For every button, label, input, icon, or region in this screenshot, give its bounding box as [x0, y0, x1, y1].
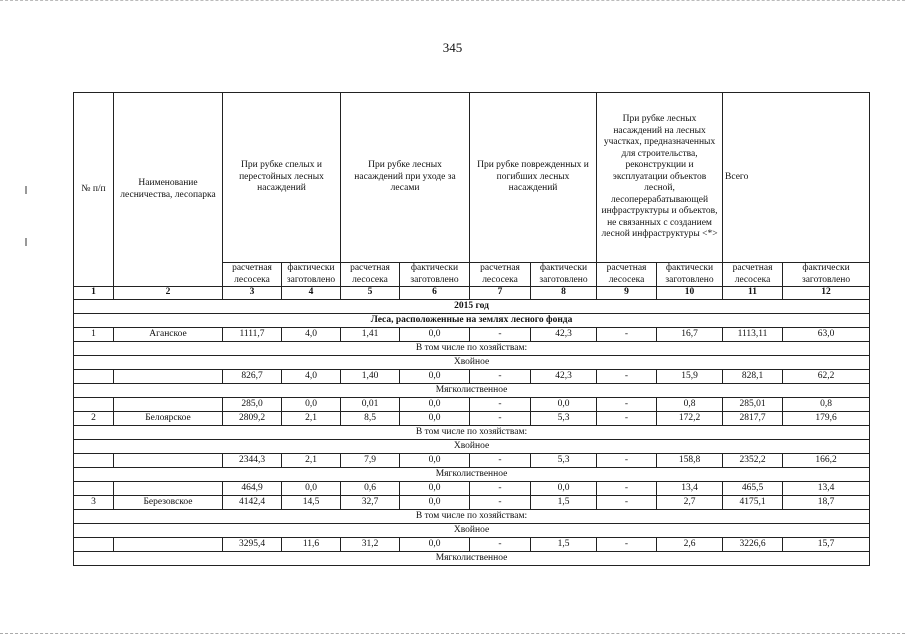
table-row: [74, 538, 870, 552]
column-number: 11: [723, 287, 783, 300]
row-number: [74, 398, 114, 412]
section-row: [74, 300, 870, 314]
section-label: Хвойное: [74, 440, 870, 454]
table-cell: 63,0: [783, 328, 870, 342]
table-cell: 0,0: [400, 328, 470, 342]
header-number: № п/п: [74, 93, 114, 287]
column-number: 4: [282, 287, 341, 300]
table-cell: -: [597, 482, 657, 496]
forestry-name: [114, 538, 223, 552]
table-cell: -: [470, 482, 531, 496]
column-number: 8: [531, 287, 597, 300]
column-number: 3: [223, 287, 282, 300]
table-cell: 13,4: [657, 482, 723, 496]
table-cell: 0,0: [531, 482, 597, 496]
table-cell: -: [597, 538, 657, 552]
table-cell: -: [597, 370, 657, 384]
scan-edge-top: [0, 0, 905, 4]
section-row: [74, 510, 870, 524]
row-number: [74, 454, 114, 468]
table-cell: 3226,6: [723, 538, 783, 552]
table-cell: 2,1: [282, 412, 341, 426]
subheader-calc: расчетная лесосека: [470, 263, 531, 287]
table-cell: 3295,4: [223, 538, 282, 552]
table-cell: 0,8: [657, 398, 723, 412]
table-cell: 0,0: [531, 398, 597, 412]
table-row: [74, 328, 870, 342]
table-cell: 2,1: [282, 454, 341, 468]
table-cell: -: [597, 496, 657, 510]
table-cell: 0,0: [400, 482, 470, 496]
forestry-name: Березовское: [114, 496, 223, 510]
section-row: [74, 440, 870, 454]
table-cell: 158,8: [657, 454, 723, 468]
table-cell: 18,7: [783, 496, 870, 510]
table-cell: 1,41: [341, 328, 400, 342]
section-label: 2015 год: [74, 300, 870, 314]
column-number: 2: [114, 287, 223, 300]
table-cell: 0,01: [341, 398, 400, 412]
table-cell: -: [597, 412, 657, 426]
section-label: Хвойное: [74, 524, 870, 538]
table-cell: -: [597, 328, 657, 342]
table-cell: 42,3: [531, 328, 597, 342]
column-number: 5: [341, 287, 400, 300]
table-cell: 828,1: [723, 370, 783, 384]
subheader-fact: фактически заготовлено: [400, 263, 470, 287]
table-cell: -: [470, 328, 531, 342]
scan-mark: [25, 186, 27, 194]
table-cell: 1,5: [531, 496, 597, 510]
table-row: [74, 496, 870, 510]
table-cell: 0,6: [341, 482, 400, 496]
table-cell: 2344,3: [223, 454, 282, 468]
table-row: [74, 412, 870, 426]
table-cell: 285,01: [723, 398, 783, 412]
table-cell: 0,0: [400, 454, 470, 468]
column-number: 6: [400, 287, 470, 300]
header-total: Всего: [723, 93, 870, 263]
table-cell: 15,9: [657, 370, 723, 384]
column-number-row: [74, 287, 870, 300]
table-cell: 1,40: [341, 370, 400, 384]
table-cell: 4142,4: [223, 496, 282, 510]
table-cell: 0,8: [783, 398, 870, 412]
table-cell: 42,3: [531, 370, 597, 384]
forestry-name: [114, 454, 223, 468]
table-cell: -: [470, 412, 531, 426]
subheader-fact: фактически заготовлено: [531, 263, 597, 287]
forestry-name: [114, 398, 223, 412]
header-mature-felling: При рубке спелых и перестойных лесных насаждений: [223, 93, 341, 263]
table-cell: 32,7: [341, 496, 400, 510]
section-row: [74, 356, 870, 370]
table-cell: -: [470, 538, 531, 552]
section-label: Хвойное: [74, 356, 870, 370]
header-name: Наименование лесничества, лесопарка: [114, 93, 223, 287]
section-label: Мягколиственное: [74, 468, 870, 482]
section-row: [74, 342, 870, 356]
table-cell: -: [470, 398, 531, 412]
table-row: [74, 370, 870, 384]
table-cell: 4,0: [282, 328, 341, 342]
scan-edge-bottom: [0, 633, 905, 634]
row-number: 3: [74, 496, 114, 510]
subheader-calc: расчетная лесосека: [341, 263, 400, 287]
column-number: 9: [597, 287, 657, 300]
row-number: [74, 370, 114, 384]
table-cell: 0,0: [400, 496, 470, 510]
section-label: В том числе по хозяйствам:: [74, 342, 870, 356]
section-row: [74, 384, 870, 398]
subheader-calc: расчетная лесосека: [597, 263, 657, 287]
subheader-calc: расчетная лесосека: [223, 263, 282, 287]
row-number: 1: [74, 328, 114, 342]
section-label: Леса, расположенные на землях лесного фонда: [74, 314, 870, 328]
table-cell: -: [470, 454, 531, 468]
table-cell: 285,0: [223, 398, 282, 412]
table-cell: 4,0: [282, 370, 341, 384]
page-number: 345: [442, 40, 463, 55]
table-cell: 15,7: [783, 538, 870, 552]
table-cell: 31,2: [341, 538, 400, 552]
table-cell: 14,5: [282, 496, 341, 510]
table-cell: 0,0: [282, 398, 341, 412]
table-cell: 2817,7: [723, 412, 783, 426]
section-label: Мягколиственное: [74, 384, 870, 398]
table-cell: 0,0: [400, 370, 470, 384]
subheader-fact: фактически заготовлено: [657, 263, 723, 287]
subheader-fact: фактически заготовлено: [783, 263, 870, 287]
section-label: В том числе по хозяйствам:: [74, 510, 870, 524]
column-number: 12: [783, 287, 870, 300]
table-cell: 1111,7: [223, 328, 282, 342]
scan-mark: [25, 238, 27, 246]
table-cell: -: [597, 398, 657, 412]
table-cell: 1113,11: [723, 328, 783, 342]
subheader-calc: расчетная лесосека: [723, 263, 783, 287]
table-cell: 13,4: [783, 482, 870, 496]
table-cell: 2352,2: [723, 454, 783, 468]
forestry-name: Аганское: [114, 328, 223, 342]
table-cell: -: [470, 370, 531, 384]
table-cell: 5,3: [531, 454, 597, 468]
table-row: [74, 454, 870, 468]
section-label: В том числе по хозяйствам:: [74, 426, 870, 440]
header-row: [74, 93, 870, 263]
table-cell: -: [597, 454, 657, 468]
subheader-fact: фактически заготовлено: [282, 263, 341, 287]
table-cell: 0,0: [400, 538, 470, 552]
table-cell: 826,7: [223, 370, 282, 384]
table-cell: 179,6: [783, 412, 870, 426]
table-cell: 0,0: [400, 398, 470, 412]
table-cell: 2,6: [657, 538, 723, 552]
table-cell: 4175,1: [723, 496, 783, 510]
table-cell: 0,0: [282, 482, 341, 496]
row-number: 2: [74, 412, 114, 426]
table-cell: 1,5: [531, 538, 597, 552]
table-cell: 62,2: [783, 370, 870, 384]
table-cell: 2,7: [657, 496, 723, 510]
table-cell: 16,7: [657, 328, 723, 342]
table-cell: 172,2: [657, 412, 723, 426]
row-number: [74, 538, 114, 552]
section-row: [74, 524, 870, 538]
table-row: [74, 398, 870, 412]
forestry-name: [114, 370, 223, 384]
header-care-felling: При рубке лесных насаждений при уходе за лесами: [341, 93, 470, 263]
table-cell: 2809,2: [223, 412, 282, 426]
table-cell: 465,5: [723, 482, 783, 496]
table-cell: 166,2: [783, 454, 870, 468]
section-row: [74, 314, 870, 328]
forestry-name: Белоярское: [114, 412, 223, 426]
section-row: [74, 426, 870, 440]
section-label: Мягколиственное: [74, 552, 870, 566]
header-construction-felling: При рубке лесных насаждений на лесных участках, предназначенных для строительства, реконструкции и эксплуатации объектов лесной, лесоперерабатывающей инфраструктуры и объектов, не связанных с созданием лесной инфраструктуры <*>: [597, 93, 723, 263]
section-row: [74, 552, 870, 566]
table-cell: 0,0: [400, 412, 470, 426]
table-cell: 11,6: [282, 538, 341, 552]
table-cell: 464,9: [223, 482, 282, 496]
table-row: [74, 482, 870, 496]
header-damaged-felling: При рубке поврежденных и погибших лесных насаждений: [470, 93, 597, 263]
column-number: 10: [657, 287, 723, 300]
forest-harvest-table: [73, 92, 870, 566]
table-cell: 5,3: [531, 412, 597, 426]
forestry-name: [114, 482, 223, 496]
table-cell: -: [470, 496, 531, 510]
table-cell: 8,5: [341, 412, 400, 426]
row-number: [74, 482, 114, 496]
column-number: 7: [470, 287, 531, 300]
section-row: [74, 468, 870, 482]
table-cell: 7,9: [341, 454, 400, 468]
column-number: 1: [74, 287, 114, 300]
